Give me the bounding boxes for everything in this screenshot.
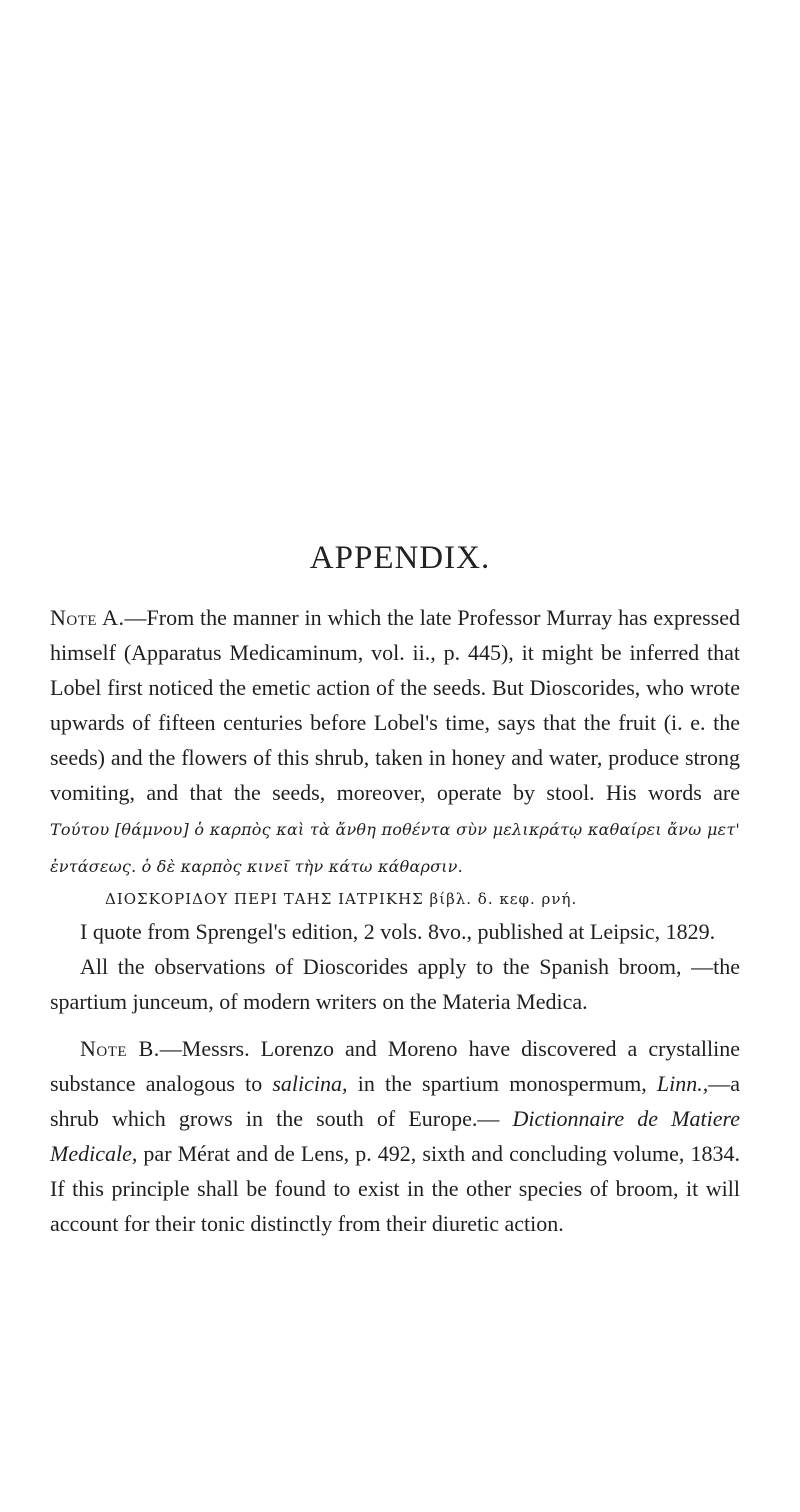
note-b-italic-2: Linn., — [656, 1071, 709, 1096]
body-text — [50, 600, 740, 1241]
note-a-text-2: I quote from Sprengel's edition, 2 vols. 8vo., published at Leipsic, 1829. — [80, 919, 716, 944]
note-a-paragraph — [50, 600, 740, 884]
note-a-text-3: All the observations of Dioscorides apply to the Spanish broom, —the spartium junceum, of modern writers on the Materia Medica. — [50, 954, 740, 1014]
note-b-text-1: —Messrs. Lorenzo and Moreno have discovered a crystalline substance analogous to — [50, 1036, 740, 1096]
note-a-greek-source: ΔΙΟΣΚΟΡΙΔΟΥ ΠΕΡΙ ΤΑΗΣ ΙΑΤΡΙΚΗΣ βίβλ. δ. κεφ. ρνή. — [105, 890, 578, 908]
note-a-greek-quote: Τούτου [θάμνου] ὁ καρπὸς καὶ τὰ ἄνθη ποθέντα σὺν μελικράτῳ καθαίρει ἄνω μετ' ἐντάσεως. ὁ δὲ καρπὸς κινεῖ τὴν κάτω κάθαρσιν. — [50, 820, 740, 876]
page-title: APPENDIX. — [309, 540, 491, 576]
note-b-paragraph — [50, 1031, 740, 1241]
note-a-label: Note A. — [50, 605, 125, 630]
note-b-text-2: in the spartium monospermum, — [347, 1071, 657, 1096]
note-b-label: Note B. — [80, 1036, 160, 1061]
note-b-italic-3: Dictionnaire de Matiere Medicale, — [50, 1106, 741, 1166]
note-b-italic-1: salicina, — [272, 1071, 348, 1096]
paragraph-gap — [50, 1019, 740, 1031]
note-b-text-3: —a shrub which grows in the south of Europe.— — [50, 1071, 740, 1131]
note-a-text-1: —From the manner in which the late Professor Murray has expressed himself (Apparatus Medicaminum, vol. ii., p. 445), it might be inferred that Lobel first noticed the emetic action of the seeds. But Dioscorides, who wrote upwards of fifteen centuries before Lobel's time, says that the fruit (i. e. the seeds) and the flowers of this shrub, taken in honey and water, produce strong vomiting, and that the seeds, moreover, operate by stool. His words are — [50, 605, 740, 805]
note-b-text-4: par Mérat and de Lens, p. 492, sixth and concluding volume, 1834. If this principle shall be found to exist in the other species of broom, it will account for their tonic distinctly from their diuretic action. — [50, 1141, 740, 1236]
